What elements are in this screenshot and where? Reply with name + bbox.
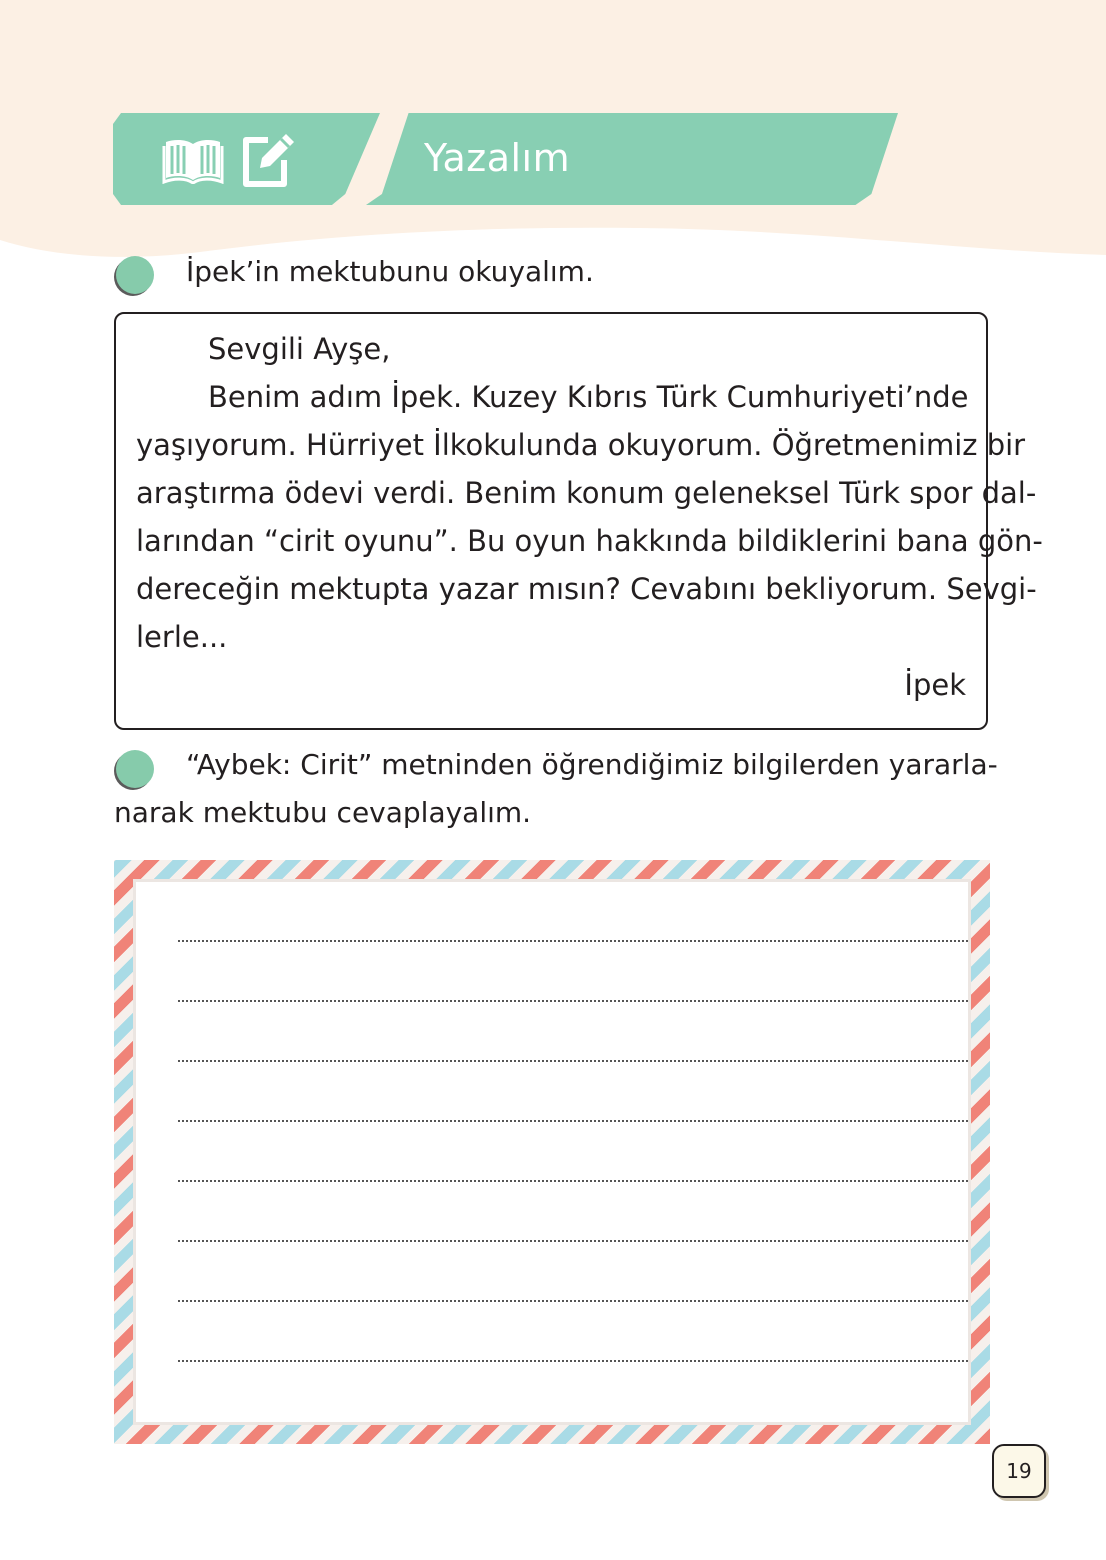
answer-line[interactable]	[178, 940, 968, 942]
edit-icon	[238, 128, 298, 194]
answer-line[interactable]	[178, 1000, 968, 1002]
answer-line[interactable]	[178, 1240, 968, 1242]
page-number: 19	[992, 1444, 1046, 1498]
answer-line[interactable]	[178, 1120, 968, 1122]
letter-line: Benim adım İpek. Kuzey Kıbrıs Türk Cumhuriyeti’nde	[208, 380, 969, 414]
answer-line[interactable]	[178, 1180, 968, 1182]
book-icon	[162, 136, 224, 188]
instruction-2-line1: “Aybek: Cirit” metninden öğrendiğimiz bilgilerden yararla-	[186, 748, 998, 781]
section-title: Yazalım	[424, 136, 571, 180]
letter-line: araştırma ödevi verdi. Benim konum geleneksel Türk spor dal-	[136, 476, 1037, 510]
bullet-1	[116, 256, 154, 294]
letter-line: dereceğin mektupta yazar mısın? Cevabını bekliyorum. Sevgi-	[136, 572, 1037, 606]
letter-line: larından “cirit oyunu”. Bu oyun hakkında bildiklerini bana gön-	[136, 524, 1043, 558]
letter-line: yaşıyorum. Hürriyet İlkokulunda okuyorum. Öğretmenimiz bir	[136, 428, 1026, 462]
bullet-2	[116, 750, 154, 788]
letter-greeting: Sevgili Ayşe,	[208, 332, 391, 366]
letter-line: lerle...	[136, 620, 228, 654]
answer-line[interactable]	[178, 1300, 968, 1302]
answer-line[interactable]	[178, 1060, 968, 1062]
letter-box	[114, 312, 1043, 730]
answer-area[interactable]	[136, 882, 968, 1422]
instruction-2-line2: narak mektubu cevaplayalım.	[114, 796, 532, 829]
answer-line[interactable]	[178, 1360, 968, 1362]
instruction-1: İpek’in mektubunu okuyalım.	[186, 255, 594, 288]
letter-signature: İpek	[904, 668, 966, 702]
answer-envelope-frame	[114, 860, 990, 1444]
